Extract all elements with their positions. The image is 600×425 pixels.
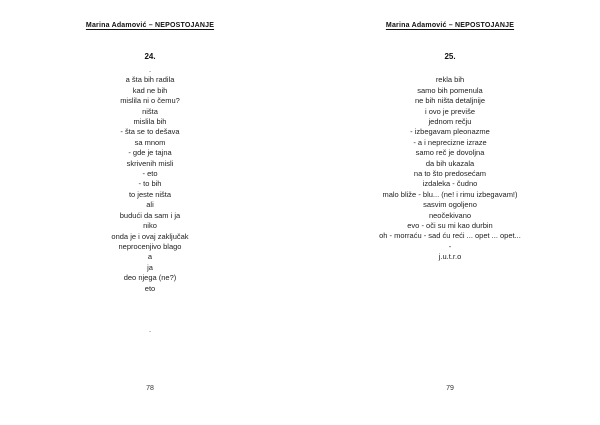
poem-line: onda je i ovaj zaključak (111, 231, 189, 241)
poem-line: - eto (142, 169, 158, 179)
poem-line: a (147, 252, 153, 262)
poem-line: j.u.t.r.o (438, 252, 462, 262)
poem-line: samo reč je dovoljna (415, 148, 485, 158)
poem-number-right: 25. (444, 52, 456, 61)
poem-line: - a i neprecizne izraze (413, 137, 487, 147)
page-right (300, 0, 600, 425)
page-number-right: 79 (446, 385, 454, 392)
poem-line: - (448, 241, 452, 251)
poem-line: evo - oči su mi kao durbin (407, 221, 493, 231)
running-header-text: Marina Adamović – NEPOSTOJANJE (385, 22, 515, 29)
poem-line: - to bih (138, 179, 162, 189)
poem-line: na to što predosećam (413, 169, 487, 179)
running-header-text: Marina Adamović – NEPOSTOJANJE (85, 22, 215, 29)
poem-line: . (148, 325, 152, 335)
poem-line: izdaleka - čudno (422, 179, 478, 189)
running-header-right (300, 22, 600, 29)
poem-line: - gde je tajna (128, 148, 172, 158)
poem-line: ja (147, 262, 153, 272)
poem-line: ali (146, 200, 154, 210)
poem-line: samo bih pomenula (417, 85, 483, 95)
poem-line: - šta se to dešava (120, 127, 180, 137)
poem-line: neočekivano (428, 210, 472, 220)
poem-line: mislila ni o čemu? (120, 96, 180, 106)
poem-line (0, 315, 300, 325)
poem-line: sa mnom (134, 137, 166, 147)
poem-number-left: 24. (144, 52, 156, 61)
poem-line (0, 304, 300, 314)
poem-line (300, 65, 600, 75)
poem-line: - izbegavam pleonazme (410, 127, 490, 137)
poem-line: deo njega (ne?) (123, 273, 177, 283)
poem-line: a šta bih radila (125, 75, 175, 85)
poem-line: i ovo je previše (424, 106, 476, 116)
poem-line: da bih ukazala (425, 158, 475, 168)
running-header-left (0, 22, 300, 29)
page-number-left: 78 (146, 385, 154, 392)
poem-line (0, 294, 300, 304)
poem-line: ništa (142, 106, 158, 116)
poem-line: . (148, 65, 152, 74)
poem-line: mislila bih (133, 117, 167, 127)
poem-line: budući da sam i ja (119, 210, 181, 220)
poem-line: neprocenjivo blago (118, 241, 182, 251)
poem-line: ne bih ništa detaljnije (414, 96, 486, 106)
poem-line: oh - morraću - sad ću reći ... opet ... opet... (379, 231, 521, 241)
poem-line: rekla bih (435, 75, 465, 85)
poem-line: niko (143, 221, 157, 231)
poem-line: jednom rečju (428, 117, 472, 127)
poem-body-right (300, 65, 600, 263)
poem-body-left (0, 65, 300, 336)
poem-line: skrivenih misli (126, 158, 174, 168)
poem-line: eto (144, 283, 156, 293)
poem-line: to jeste ništa (128, 189, 172, 199)
poem-line: sasvim ogoljeno (423, 200, 477, 210)
poem-line: kad ne bih (132, 85, 168, 95)
poem-line: malo bliže - blu... (ne! i rimu izbegavam!) (382, 189, 518, 199)
